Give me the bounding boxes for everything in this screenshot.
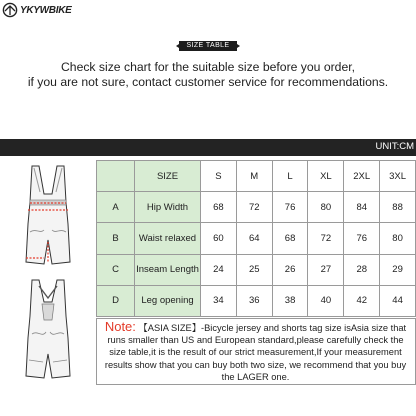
table-header-cell: 3XL: [380, 161, 416, 192]
table-cell: 27: [308, 254, 344, 285]
table-header-cell: M: [236, 161, 272, 192]
table-cell: 68: [201, 192, 237, 223]
table-header-cell: SIZE: [135, 161, 201, 192]
row-label: Hip Width: [135, 192, 201, 223]
table-row: [97, 192, 416, 223]
bib-shorts-front-illustration: [22, 162, 74, 272]
row-letter: C: [97, 254, 135, 285]
table-header-blank: [97, 161, 135, 192]
table-cell: 84: [344, 192, 380, 223]
table-cell: 26: [272, 254, 308, 285]
bicycle-wheel-icon: [2, 2, 18, 18]
table-cell: 29: [380, 254, 416, 285]
table-header-row: [97, 161, 416, 192]
table-row: [97, 254, 416, 285]
table-cell: 68: [272, 223, 308, 254]
table-header-cell: L: [272, 161, 308, 192]
section-tag: SIZE TABLE: [179, 41, 237, 51]
table-header-cell: 2XL: [344, 161, 380, 192]
table-cell: 36: [236, 285, 272, 316]
table-cell: 72: [236, 192, 272, 223]
row-letter: B: [97, 223, 135, 254]
notice-line: Check size chart for the suitable size before you order,: [60, 60, 355, 74]
table-cell: 38: [272, 285, 308, 316]
row-label: Leg opening: [135, 285, 201, 316]
row-label: Waist relaxed: [135, 223, 201, 254]
note-body: 【ASIA SIZE】-Bicycle jersey and shorts tag size isAsia size that runs smaller than US and European standard,please carefully check the size table,it is the result of our strict measurement,If your measurement results show that you can buy both two size, we recommend that you buy the LAGER one.: [104, 323, 407, 382]
size-note: [96, 318, 416, 385]
table-cell: 42: [344, 285, 380, 316]
table-cell: 34: [201, 285, 237, 316]
table-cell: 72: [308, 223, 344, 254]
unit-bar: [0, 139, 416, 156]
table-header-cell: XL: [308, 161, 344, 192]
table-cell: 80: [380, 223, 416, 254]
table-cell: 88: [380, 192, 416, 223]
table-cell: 28: [344, 254, 380, 285]
table-cell: 76: [272, 192, 308, 223]
table-cell: 25: [236, 254, 272, 285]
row-label: Inseam Length: [135, 254, 201, 285]
size-table: [96, 160, 416, 317]
note-title: Note:: [104, 319, 136, 334]
notice-text: [0, 60, 416, 90]
table-cell: 40: [308, 285, 344, 316]
table-cell: 64: [236, 223, 272, 254]
table-cell: 24: [201, 254, 237, 285]
table-row: [97, 285, 416, 316]
row-letter: D: [97, 285, 135, 316]
row-letter: A: [97, 192, 135, 223]
notice-line: if you are not sure, contact customer service for recommendations.: [27, 75, 389, 89]
table-cell: 44: [380, 285, 416, 316]
brand-name: YKYWBIKE: [20, 4, 72, 16]
brand-logo: [2, 2, 72, 18]
table-cell: 80: [308, 192, 344, 223]
table-header-cell: S: [201, 161, 237, 192]
unit-label: UNIT:CM: [375, 141, 414, 152]
table-cell: 76: [344, 223, 380, 254]
table-cell: 60: [201, 223, 237, 254]
bib-shorts-back-illustration: [22, 276, 74, 386]
table-row: [97, 223, 416, 254]
